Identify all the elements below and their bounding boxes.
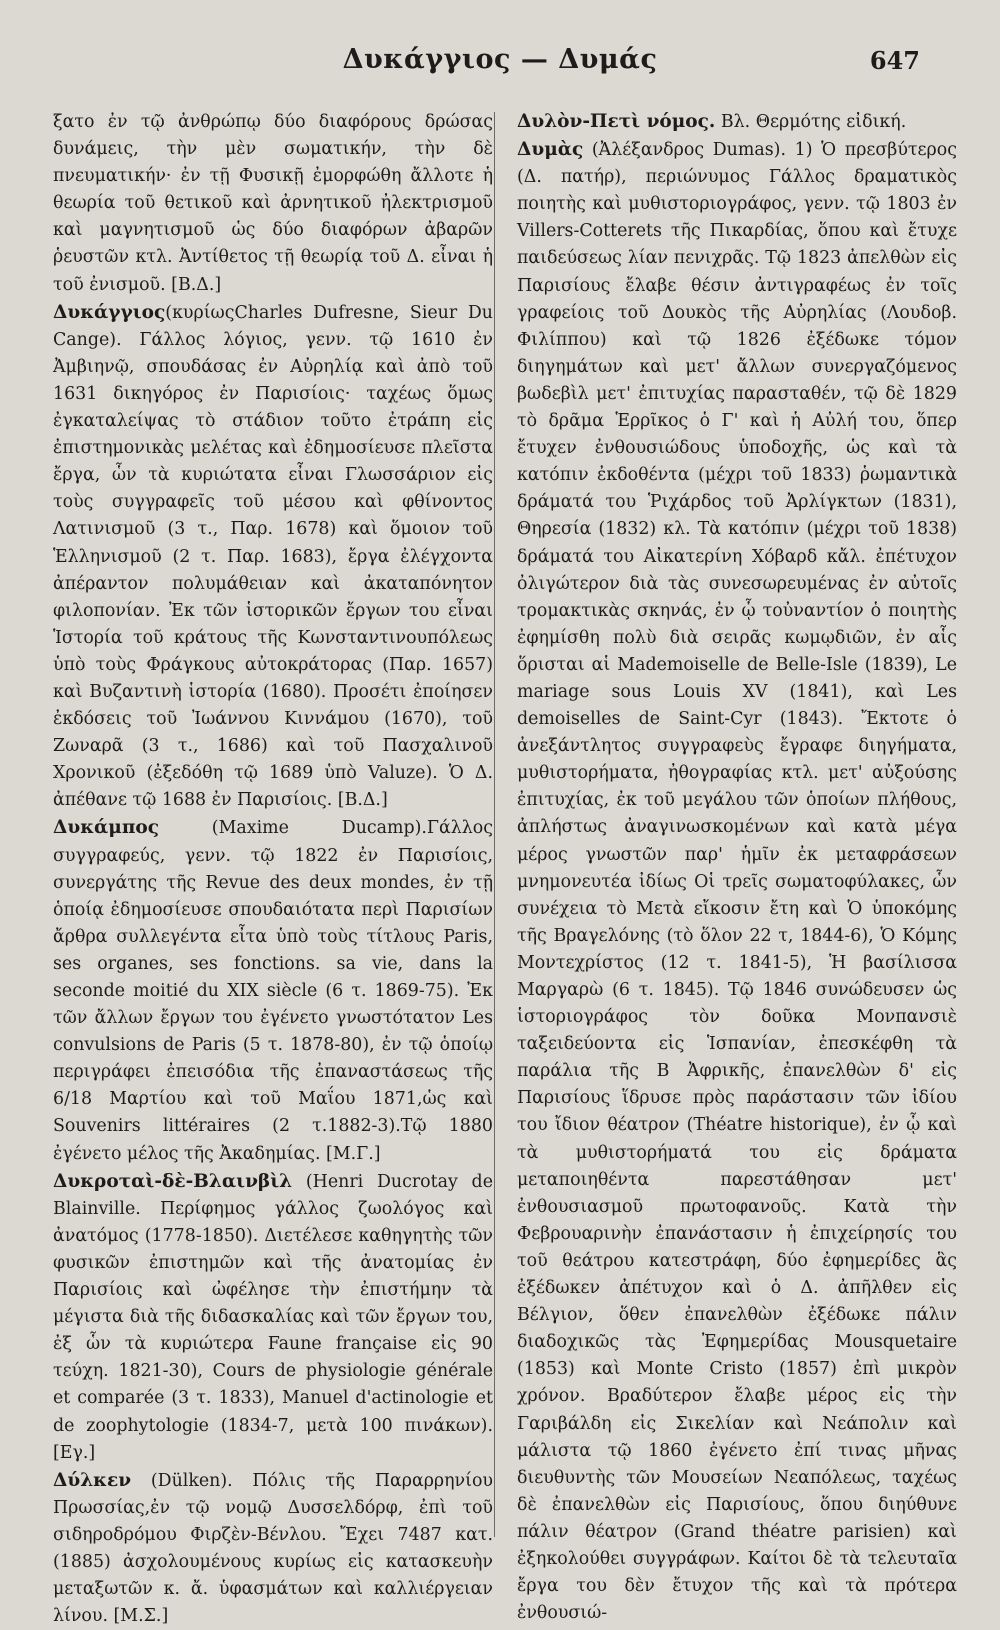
entry-text: Βλ. Θερμότης εἰδική.: [715, 112, 907, 132]
entry-headword: Δυκάγγιος: [53, 301, 166, 323]
entry-dulong-petit-law: [517, 108, 957, 136]
entry-headword: Δυκάμπος: [53, 817, 159, 839]
entry-continuation: [53, 108, 493, 299]
entry-text: (κυρίωςCharles Dufresne, Sieur Du Cange). Γάλλος λόγιος, γενν. τῷ 1610 ἐν Ἀμβιηνῷ, σπουδάσας ἐν Αὐρηλίᾳ καὶ ἀπὸ τοῦ 1631 δικηγόρος ἐν Παρισίοις· ταχέως ὅμως ἐγκαταλείψας τὸ στάδιον τοῦτο ἐτράπη εἰς ἐπιστημονικὰς μελέτας καὶ ἐδημοσίευσε πλεῖστα ἔργα, ὧν τὰ κυριώτατα εἶναι Γλωσσάριον εἰς τοὺς συγγραφεῖς τοῦ μέσου καὶ φθίνοντος Λατινισμοῦ (3 τ., Παρ. 1678) καὶ ὅμοιον τοῦ Ἑλληνισμοῦ (2 τ. Παρ. 1683), ἔργα ἐλέγχοντα ἀπέραντον πολυμάθειαν καὶ ἀκαταπόνητον φιλοπονίαν. Ἐκ τῶν ἱστορικῶν ἔργων του εἶναι Ἱστορία τοῦ κράτους τῆς Κωνσταντινουπόλεως ὑπὸ τοὺς Φράγκους αὐτοκράτορας (Παρ. 1657) καὶ Βυζαντινὴ ἱστορία (1680). Προσέτι ἐποίησεν ἐκδόσεις τοῦ Ἰωάννου Κιννάμου (1670), τοῦ Ζωναρᾶ (3 τ., 1686) καὶ τοῦ Πασχαλινοῦ Χρονικοῦ (ἐξεδόθη τῷ 1689 ὑπὸ Valuze). Ὁ Δ. ἀπέθανε τῷ 1688 ἐν Παρισίοις. [Β.Δ.]: [53, 302, 493, 811]
page-number: 647: [869, 46, 920, 75]
entry-text: (Maxime Ducamp).Γάλλος συγγραφεύς, γενν. τῷ 1822 ἐν Παρισίοις, συνεργάτης τῆς Revue des deux mondes, ἐν τῇ ὁποίᾳ ἐδημοσίευσε σπουδαιότατα περὶ Παρισίων ἄρθρα συλλεγέντα εἶτα ὑπὸ τοὺς τίτλους Paris, ses organes, ses fonctions. sa vie, dans la seconde moitié du XIX siècle (6 τ. 1869-75). Ἐκ τῶν ἄλλων ἔργων του ἐγένετο γνωστότατον Les convulsions de Paris (5 τ. 1878-80), ἐν τῷ ὁποίῳ περιγράφει ἐπεισόδια τῆς ἐπαναστάσεως τῆς 6/18 Μαρτίου καὶ τοῦ Μαΐου 1871,ὡς καὶ Souvenirs littéraires (2 τ.1882-3).Τῷ 1880 ἐγένετο μέλος τῆς Ἀκαδημίας. [Μ.Γ.]: [53, 818, 493, 1164]
column-divider: [494, 112, 495, 1537]
entry-text: (Dülken). Πόλις τῆς Παραρρηνίου Πρωσσίας,ἐν τῷ νομῷ Δυσσελδόρφ, ἐπὶ τοῦ σιδηροδρόμου Φιρζὲν-Βένλου. Ἔχει 7487 κατ. (1885) ἀσχολουμένους κυρίως εἰς κατασκευὴν μεταξωτῶν κ. ἄ. ὑφασμάτων καὶ καλλιέργειαν λίνου. [Μ.Σ.]: [53, 1470, 493, 1627]
entry-dykampos: [53, 814, 493, 1167]
entry-dylken: [53, 1467, 493, 1630]
running-title: Δυκάγγιος — Δυμάς: [342, 44, 658, 75]
entry-headword: Δυκροταὶ-δὲ-Βλαινβὶλ: [53, 1170, 293, 1192]
entry-headword: Δυμὰς: [517, 139, 584, 161]
right-column: [517, 108, 957, 1627]
entry-dykrotai-de-blainville: [53, 1168, 493, 1467]
left-column: [53, 108, 493, 1630]
entry-headword: Δύλκεν: [53, 1469, 132, 1491]
entry-dykangios: [53, 299, 493, 815]
entry-dumas: [517, 136, 957, 1627]
entry-headword: Δυλὸν-Πετὶ νόμος.: [517, 111, 716, 132]
entry-text: ξατο ἐν τῷ ἀνθρώπῳ δύο διαφόρους δρώσας δυνάμεις, τὴν μὲν σωματικήν, τὴν δὲ πνευματικήν· ἐν τῇ Φυσικῇ ἐμορφώθη ἄλλοτε ἡ θεωρία τοῦ θετικοῦ καὶ ἀρνητικοῦ ἠλεκτρισμοῦ καὶ μαγνητισμοῦ ὡς δύο διαφόρων ἀβαρῶν ῥευστῶν κτλ. Ἀντίθετος τῇ θεωρίᾳ τοῦ Δ. εἶναι ἡ τοῦ ἐνισμοῦ. [Β.Δ.]: [53, 112, 493, 295]
entry-text: (Ἀλέξανδρος Dumas). 1) Ὁ πρεσβύτερος (Δ. πατήρ), περιώνυμος Γάλλος δραματικὸς ποιητὴς καὶ μυθιστοριογράφος, γενν. τῷ 1803 ἐν Villers-Cotterets τῆς Πικαρδίας, ὅπου καὶ ἔτυχε παιδεύσεως λίαν πενιχρᾶς. Τῷ 1823 ἀπελθὼν εἰς Παρισίους ἔλαβε θέσιν ἀντιγραφέως ἐν τοῖς γραφείοις τοῦ Δουκὸς τῆς Αὐρηλίας (Λουδοβ. Φιλίππου) καὶ τῷ 1826 ἐξέδωκε τόμον διηγημάτων καὶ μετ' ἄλλων συνεργαζόμενος βωδεβὶλ μετ' ἐπιτυχίας παρασταθέν, τῷ δὲ 1829 τὸ δρᾶμα Ἑρρῖκος ὁ Γ' καὶ ἡ Αὐλή του, ὅπερ ἔτυχεν ἐνθουσιώδους ὑποδοχῆς, ὡς καὶ τὰ κατόπιν ἐκδοθέντα (μέχρι τοῦ 1833) ῥωμαντικὰ δράματά του Ῥιχάρδος τοῦ Ἀρλίγκτων (1831), Θηρεσία (1832) κλ. Τὰ κατόπιν (μέχρι τοῦ 1838) δράματά του Αἰκατερίνη Χόβαρδ κἄλ. ἐπέτυχον ὀλιγώτερον διὰ τὰς συνεσωρευμένας ἐν αὐτοῖς τρομακτικὰς σκηνάς, ἐν ᾧ τοὐναντίον ὁ ποιητὴς ἐφημίσθη πολὺ διὰ σειρᾶς κωμῳδιῶν, ἐν αἷς ὅρισται αἱ Mademoiselle de Belle-Isle (1839), Le mariage sous Louis XV (1841), καὶ Les demoiselles de Saint-Cyr (1843). Ἔκτοτε ὁ ἀνεξάντλητος συγγραφεὺς ἔγραφε διηγήματα, μυθιστορήματα, ἠθογραφίας κτλ. μετ' αὐξούσης ἐπιτυχίας, ἐκ τοῦ μεγάλου τῶν ὁποίων πλήθους, ἀπλήστως ἀναγινωσκομένων καὶ κατὰ μέγα μέρος γνωστῶν παρ' ἡμῖν ἐκ μεταφράσεων μνημονευτέα ἰδίως Οἱ τρεῖς σωματοφύλακες, ὧν συνέχεια τὸ Μετὰ εἴκοσιν ἔτη καὶ Ὁ ὑποκόμης τῆς Βραγελόνης (τὸ ὅλον 22 τ, 1844-6), Ὁ Κόμης Μοντεχρίστος (12 τ. 1841-5), Ἡ βασίλισσα Μαργαρὼ (6 τ. 1845). Τῷ 1846 συνώδευσεν ὡς ἱστοριογράφος τὸν δοῦκα Μονπανσιὲ ταξειδεύοντα εἰς Ἱσπανίαν, ἐπεσκέφθη τὰ παράλια τῆς Β Ἀφρικῆς, ἐπανελθὼν δ' εἰς Παρισίους ἵδρυσε πρὸς παράστασιν τῶν ἰδίου του ἴδιον θέατρον (Théatre historique), ἐν ᾧ καὶ τὰ μυθιστορήματά του εἰς δράματα μεταποιηθέντα παρεστάθησαν μετ' ἐνθουσιασμοῦ πρωτοφανοῦς. Κατὰ τὴν Φεβρουαρινὴν ἐπανάστασιν ἡ ἐπιχείρησίς του τοῦ θεάτρου κατεστράφη, δύο ἐφημερίδες ἃς ἐξέδωκεν ἀπέτυχον καὶ ὁ Δ. ἀπῆλθεν εἰς Βέλγιον, ὅθεν ἐπανελθὼν ἐξέδωκε πάλιν διαδοχικῶς τὰς Ἐφημερίδας Mousquetaire (1853) καὶ Monte Cristo (1857) ἐπὶ μικρὸν χρόνον. Βραδύτερον ἔλαβε μέρος εἰς τὴν Γαριβάλδη εἰς Σικελίαν καὶ Νεάπολιν καὶ μάλιστα τῷ 1860 ἐγένετο ἐπί τινας μῆνας διευθυντὴς τῶν Μουσείων Νεαπόλεως, ταχέως δὲ ἐπανελθὼν εἰς Παρισίους, ὅπου διηύθυνε πάλιν θέατρον (Grand théatre parisien) καὶ ἐξηκολούθει συγγράφων. Καίτοι δὲ τὰ τελευταῖα ἔργα του δὲν ἔτυχον τῆς καὶ τὰ πρότερα ἐνθουσιώ-: [517, 140, 957, 1624]
entry-text: (Henri Ducrotay de Blainville. Περίφημος γάλλος ζωολόγος καὶ ἀνατόμος (1778-1850). Διετέλεσε καθηγητὴς τῶν φυσικῶν ἐπιστημῶν καὶ τῆς ἀνατομίας ἐν Παρισίοις καὶ ὠφέλησε τὴν ἐπιστήμην τὰ μέγιστα διὰ τῆς διδασκαλίας καὶ τῶν ἔργων του, ἐξ ὧν τὰ κυριώτερα Faune française εἰς 90 τεύχη. 1821-30), Cours de physiologie générale et comparée (3 τ. 1833), Manuel d'actinologie et de zoophytologie (1834-7, μετὰ 100 πινάκων). [Εγ.]: [53, 1171, 493, 1463]
page-header: [0, 44, 1000, 94]
